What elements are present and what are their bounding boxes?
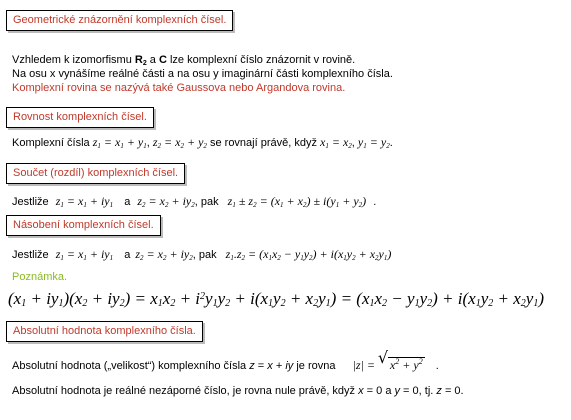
condition-x: $x_1 = x_2$ xyxy=(320,135,352,150)
equality-statement: Komplexní čísla $z_1 = x_1 + y_1$, $z_2 = x_2 + y_2$ se rovnají právě, když $x_1 = x_2$, $y_1 = y_2$. xyxy=(12,135,393,150)
note-label: Poznámka. xyxy=(12,271,68,283)
section-heading-absolute: Absolutní hodnota komplexního čísla. xyxy=(6,321,203,342)
sum-z1: $z_1 = x_1 + iy_1$ xyxy=(55,194,114,209)
condition-y: $y_1 = y_2$ xyxy=(357,135,390,150)
r2-symbol: $R_2$ xyxy=(134,54,147,67)
product-z2: $z_2 = x_2 + iy_2$ xyxy=(135,247,193,262)
section-heading-product: Násobení komplexních čísel. xyxy=(6,215,161,236)
geometric-line-1: Vzhledem k izomorfismu $R_2$ a C lze komplexní číslo znázornit v rovině. xyxy=(12,54,356,67)
absolute-line-1: Absolutní hodnota („velikost“) komplexního čísla z = x + iy je rovna |z| = √ $x^2 + y^2$ . xyxy=(12,348,439,372)
geometric-line-3: Komplexní rovina se nazývá také Gaussova nebo Argandova rovina. xyxy=(12,82,346,94)
geometric-line-2: Na osu x vynášíme reálné části a na osu y imaginární části komplexního čísla. xyxy=(12,68,393,80)
section-heading-sum: Součet (rozdíl) komplexních čísel. xyxy=(6,163,185,184)
product-z1: $z_1 = x_1 + iy_1$ xyxy=(55,247,114,262)
absolute-line-2: Absolutní hodnota je reálné nezáporné číslo, je rovna nule právě, když x = 0 a y = 0, tj. z = 0. xyxy=(12,385,464,397)
section-heading-equality: Rovnost komplexních čísel. xyxy=(6,107,154,128)
section-heading-geometric: Geometrické znázornění komplexních čísel. xyxy=(6,10,233,31)
c-symbol: C xyxy=(158,54,167,66)
z-definition: z xyxy=(249,360,255,372)
product-expansion: $(x_1 + iy_1)(x_2 + iy_2) = x_1x_2 + i^2y_1y_2 + i(x_1y_2 + x_2y_1) = (x_1x_2 - y_1y_2) + i(x_1y_2 + x_2y_1)$ xyxy=(8,289,544,309)
sum-statement: Jestliže $z_1 = x_1 + iy_1$ a $z_2 = x_2 + iy_2$, pak $z_1 \pm z_2 = (x_1 + x_2) \pm i(y_1 + y_2)$ . xyxy=(12,194,377,209)
absolute-formula: |z| = √ $x^2 + y^2$ xyxy=(352,348,423,372)
z2-definition: $z_2 = x_2 + y_2$ xyxy=(152,135,207,150)
sum-result: $z_1 \pm z_2 = (x_1 + x_2) \pm i(y_1 + y_2)$ xyxy=(227,194,367,209)
sum-z2: $z_2 = x_2 + iy_2$ xyxy=(137,194,195,209)
product-statement: Jestliže $z_1 = x_1 + iy_1$ a $z_2 = x_2 + iy_2$, pak $z_1.z_2 = (x_1x_2 - y_1y_2) + i(x_1y_2 + x_2y_1)$ xyxy=(12,247,392,262)
z1-definition: $z_1 = x_1 + y_1$ xyxy=(92,135,147,150)
product-result: $z_1.z_2 = (x_1x_2 - y_1y_2) + i(x_1y_2 + x_2y_1)$ xyxy=(225,247,392,262)
